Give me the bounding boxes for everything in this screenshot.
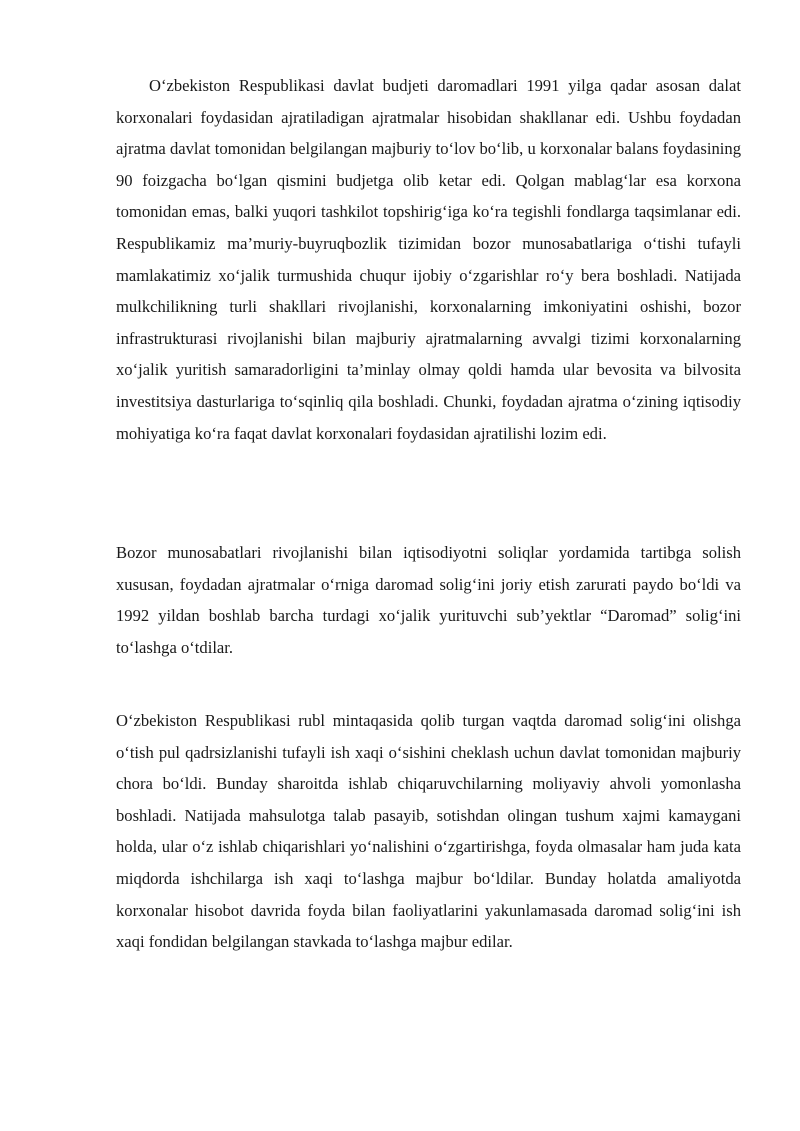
paragraph-2: Bozor munosabatlari rivojlanishi bilan iqtisodiyotni soliqlar yordamida tartibga solish xususan, foydadan ajratmalar o‘rniga daromad solig‘ini joriy etish zarurati paydo bo‘ldi va 1992 yildan boshlab barcha turdagi xo‘jalik yurituvchi sub’yektlar “Daromad” solig‘ini to‘lashga o‘tdilar. bbox=[116, 543, 741, 657]
paragraph-3: O‘zbekiston Respublikasi rubl mintaqasida qolib turgan vaqtda daromad solig‘ini olishga o‘tish pul qadrsizlanishi tufayli ish xaqi o‘sishini cheklash uchun davlat tomonidan majburiy chora bo‘ldi. Bunday sharoitda ishlab chiqaruvchilarning moliyaviy ahvoli yomonlasha boshladi. Natijada mahsulotga talab pasayib, sotishdan olingan tushum xajmi kamaygani holda, ular o‘z ishlab chiqarishlari yo‘nalishini o‘zgartirishga, foyda olmasalar ham juda kata miqdorda ishchilarga ish xaqi to‘lashga majbur bo‘ldilar. Bunday holatda amaliyotda korxonalar hisobot davrida foyda bilan faoliyatlarini yakunlamasada daromad solig‘ini ish xaqi fondidan belgilangan stavkada to‘lashga majbur edilar. bbox=[116, 711, 741, 952]
paragraph-1: O‘zbekiston Respublikasi davlat budjeti daromadlari 1991 yilga qadar asosan dalat korxonalari foydasidan ajratiladigan ajratmalar hisobidan shakllanar edi. Ushbu foydadan ajratma davlat tomonidan belgilangan majburiy to‘lov bo‘lib, u korxonalar balans foydasining 90 foizgacha bo‘lgan qismini budjetga olib ketar edi. Qolgan mablag‘lar esa korxona tomonidan emas, balki yuqori tashkilot topshirig‘iga ko‘ra tegishli fondlarga taqsimlanar edi. Respublikamiz ma’muriy-buyruqbozlik tizimidan bozor munosabatlariga o‘tishi tufayli mamlakatimiz xo‘jalik turmushida chuqur ijobiy o‘zgarishlar ro‘y bera boshladi. Natijada mulkchilikning turli shakllari rivojlanishi, korxonalarning imkoniyatini oshishi, bozor infrastrukturasi rivojlanishi bilan majburiy ajratmalarning avvalgi tizimi korxonalarning xo‘jalik yuritish samaradorligini ta’minlay olmay qoldi hamda ular bevosita va bilvosita investitsiya dasturlariga to‘sqinliq qila boshladi. Chunki, foydadan ajratma o‘zining iqtisodiy mohiyatiga ko‘ra faqat davlat korxonalari foydasidan ajratilishi lozim edi. bbox=[116, 76, 741, 443]
